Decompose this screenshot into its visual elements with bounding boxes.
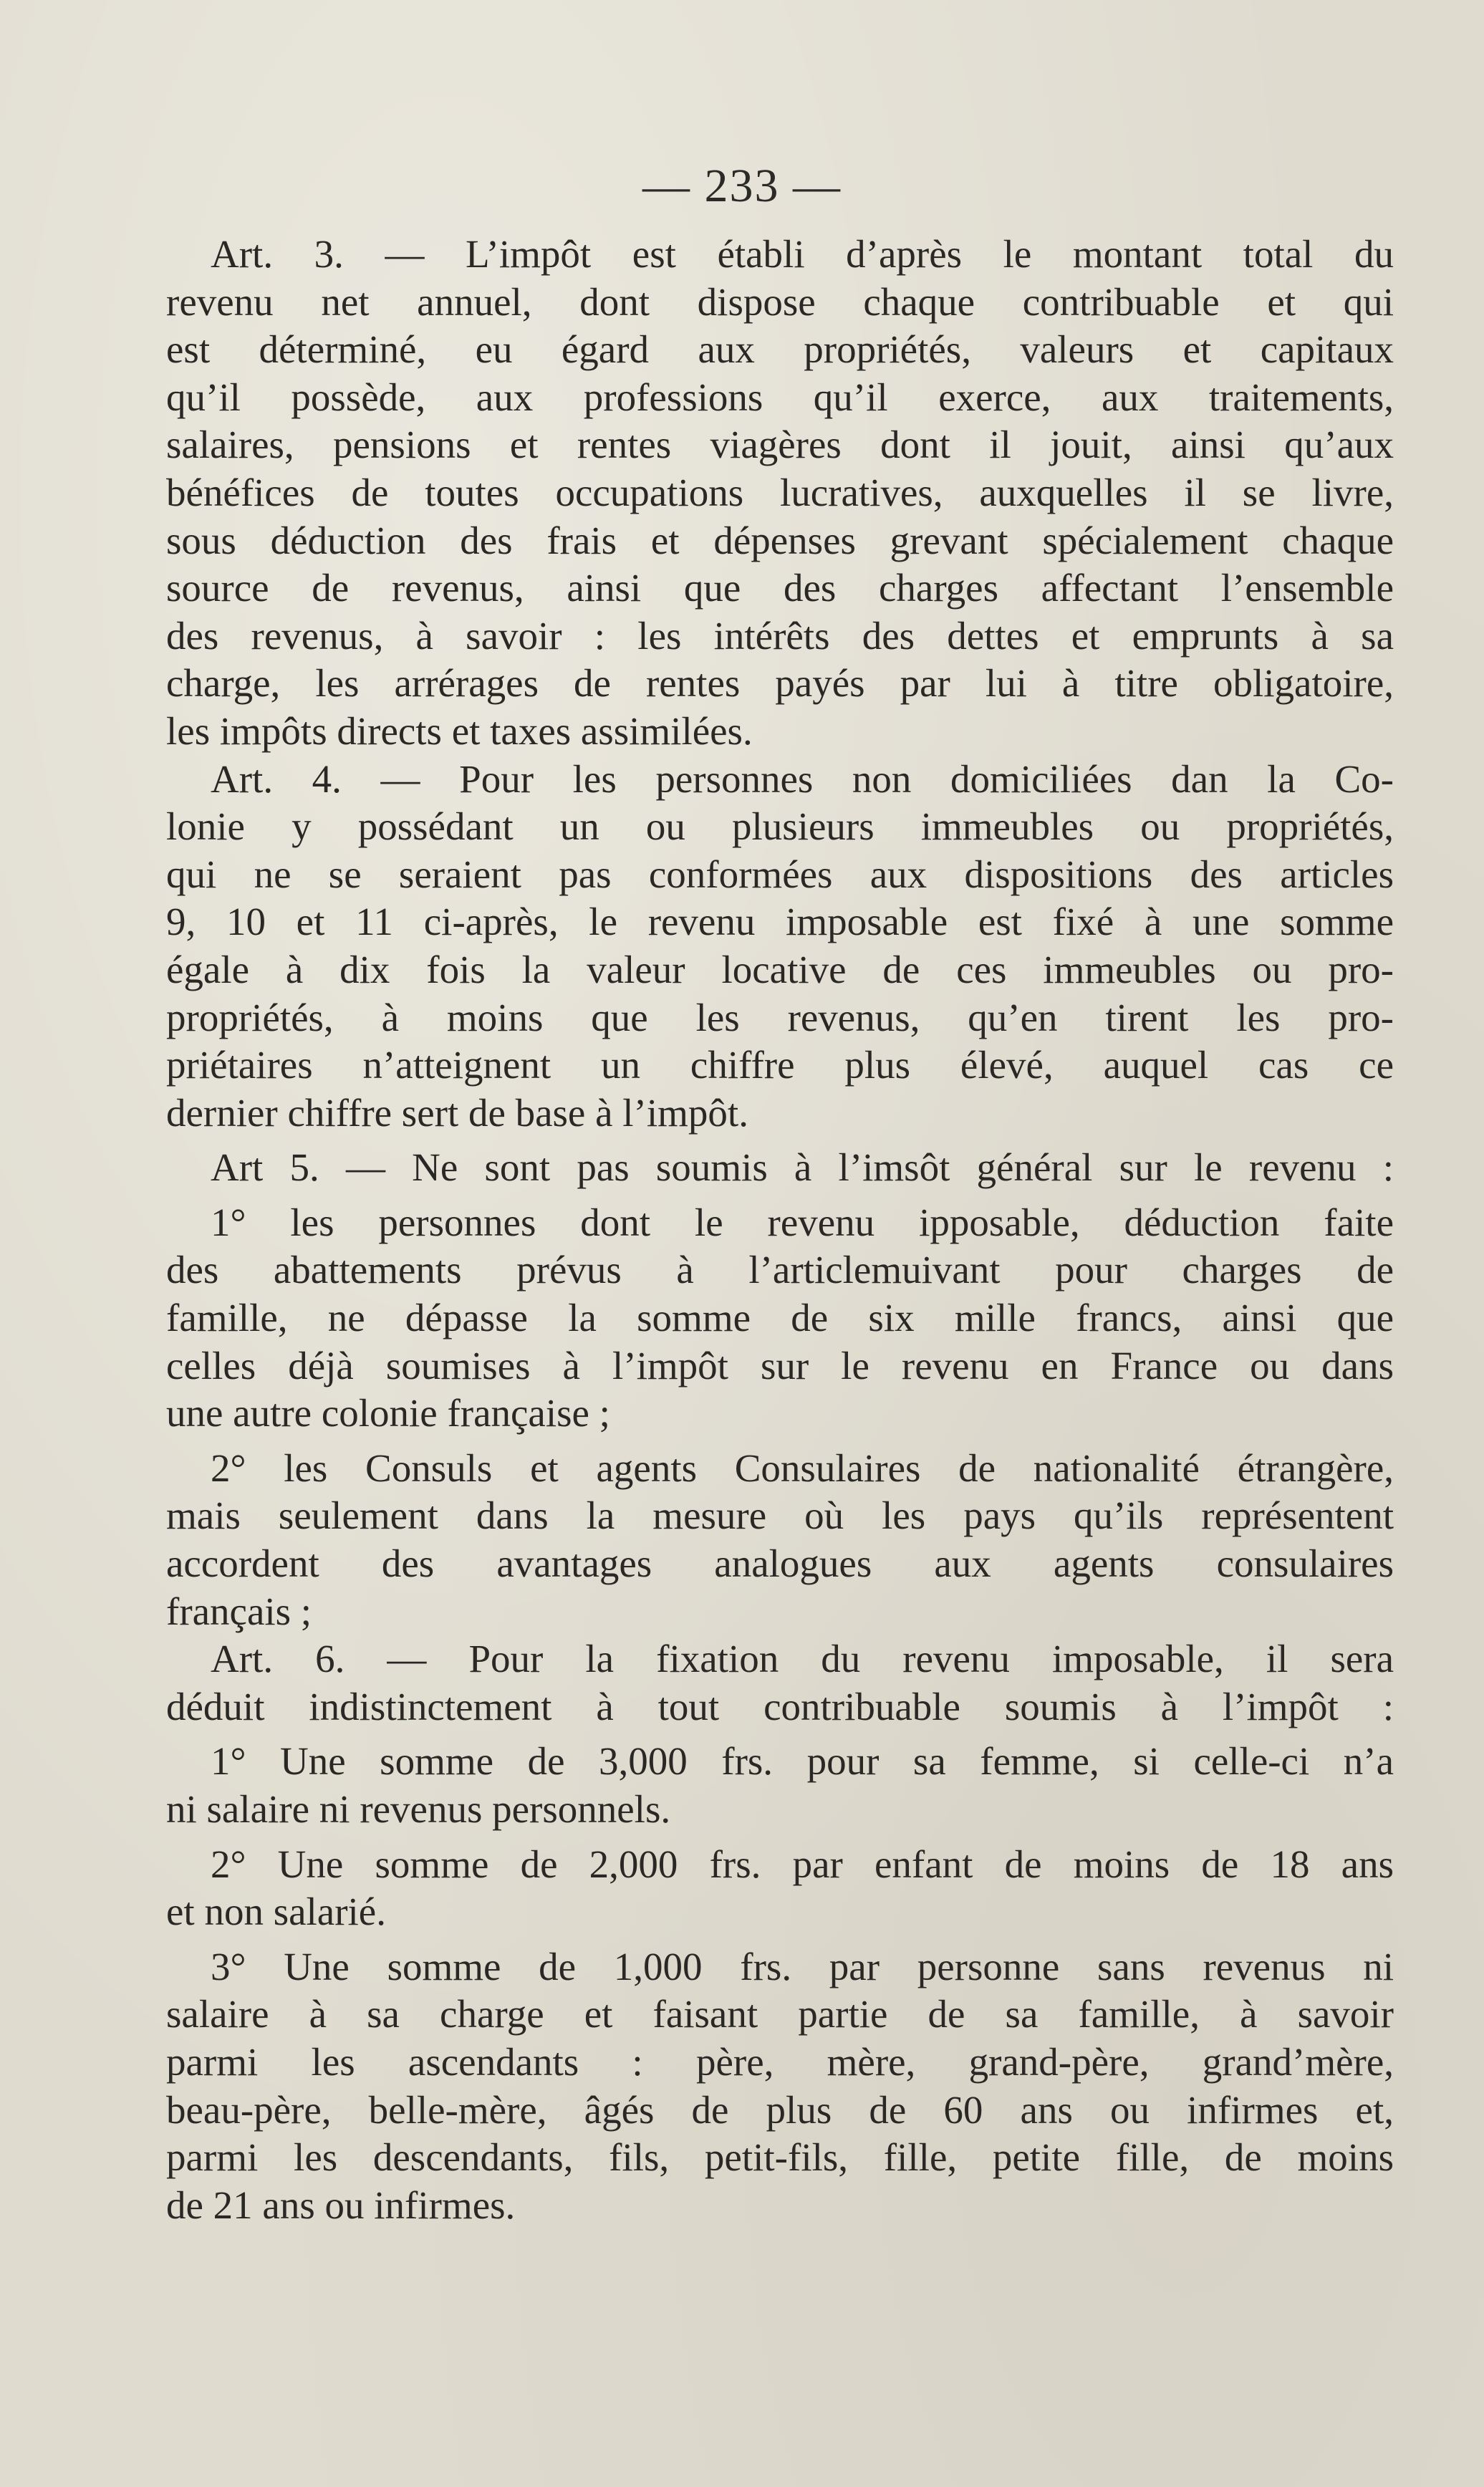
text-line: des revenus, à savoir : les intérêts des dettes et emprunts à sa: [166, 613, 1394, 658]
text-line: 2° les Consuls et agents Consulaires de nationalité étrangère,: [211, 1445, 1394, 1490]
text-line: les impôts directs et taxes assimilées.: [166, 708, 753, 753]
text-line: 1° Une somme de 3,000 frs. pour sa femme, si celle-ci n’a: [211, 1739, 1394, 1784]
text-line: qui ne se seraient pas conformées aux dispositions des articles: [166, 852, 1394, 896]
text-line: salaire à sa charge et faisant partie de sa famille, à savoir: [166, 1992, 1394, 2036]
text-line: lonie y possédant un ou plusieurs immeubles ou propriétés,: [166, 804, 1394, 849]
text-line: et non salarié.: [166, 1890, 386, 1934]
text-line: sous déduction des frais et dépenses grevant spécialement chaque: [166, 518, 1394, 562]
text-line: 2° Une somme de 2,000 frs. par enfant de moins de 18 ans: [211, 1842, 1394, 1886]
text-line: est déterminé, eu égard aux propriétés, valeurs et capitaux: [166, 327, 1394, 372]
article-6-item-1: [166, 1738, 1394, 1833]
text-line: égale à dix fois la valeur locative de ces immeubles ou pro-: [166, 947, 1394, 991]
text-line: source de revenus, ainsi que des charges affectant l’ensemble: [166, 566, 1394, 610]
text-line: Art 5. — Ne sont pas soumis à l’imsôt général sur le revenu :: [211, 1145, 1394, 1190]
text-line: Art. 4. — Pour les personnes non domiciliées dan la Co-: [211, 756, 1394, 801]
text-line: parmi les ascendants : père, mère, grand-père, grand’mère,: [166, 2039, 1394, 2084]
text-line: celles déjà soumises à l’impôt sur le revenu en France ou dans: [166, 1343, 1394, 1387]
text-line: 3° Une somme de 1,000 frs. par personne sans revenus ni: [211, 1944, 1394, 1988]
article-5-item-2: [166, 1445, 1394, 1635]
text-line: dernier chiffre sert de base à l’impôt.: [166, 1090, 748, 1135]
text-line: 9, 10 et 11 ci-après, le revenu imposable est fixé à une somme: [166, 900, 1394, 944]
article-5-item-1: [166, 1199, 1394, 1438]
text-line: bénéfices de toutes occupations lucratives, auxquelles il se livre,: [166, 470, 1394, 514]
text-line: 1° les personnes dont le revenu ipposable, déduction faite: [211, 1200, 1394, 1244]
text-line: beau-père, belle-mère, âgés de plus de 60 ans ou infirmes et,: [166, 2087, 1394, 2132]
text-line: famille, ne dépasse la somme de six mille francs, ainsi que: [166, 1296, 1394, 1340]
text-line: revenu net annuel, dont dispose chaque contribuable et qui: [166, 279, 1394, 324]
article-6-item-2: [166, 1841, 1394, 1936]
text-line: ni salaire ni revenus personnels.: [166, 1787, 671, 1831]
article-4-paragraph: [166, 756, 1394, 1137]
text-line: mais seulement dans la mesure où les pays qu’ils représentent: [166, 1493, 1394, 1538]
text-line: une autre colonie française ;: [166, 1391, 610, 1435]
text-line: propriétés, à moins que les revenus, qu’en tirent les pro-: [166, 995, 1394, 1039]
text-line: Art. 6. — Pour la fixation du revenu imposable, il sera: [211, 1637, 1394, 1681]
page-number: — 233 —: [642, 160, 842, 212]
text-line: parmi les descendants, fils, petit-fils, fille, petite fille, de moins: [166, 2135, 1394, 2180]
article-6-paragraph: [166, 1635, 1394, 1731]
text-line: priétaires n’atteignent un chiffre plus élevé, auquel cas ce: [166, 1043, 1394, 1087]
text-line: salaires, pensions et rentes viagères dont il jouit, ainsi qu’aux: [166, 423, 1394, 467]
text-line: des abattements prévus à l’articlemuivant pour charges de: [166, 1248, 1394, 1292]
text-line: Art. 3. — L’impôt est établi d’après le montant total du: [211, 232, 1394, 276]
article-6-item-3: [166, 1943, 1394, 2230]
article-5-paragraph: [166, 1144, 1394, 1192]
text-line: déduit indistinctement à tout contribuable soumis à l’impôt :: [166, 1684, 1394, 1728]
text-line: charge, les arrérages de rentes payés par lui à titre obligatoire,: [166, 661, 1394, 706]
text-line: qu’il possède, aux professions qu’il exerce, aux traitements,: [166, 375, 1394, 419]
text-line: accordent des avantages analogues aux agents consulaires: [166, 1541, 1394, 1586]
text-line: de 21 ans ou infirmes.: [166, 2183, 516, 2227]
text-line: français ;: [166, 1589, 312, 1633]
body-text: [166, 231, 1394, 2229]
article-3-paragraph: [166, 231, 1394, 756]
